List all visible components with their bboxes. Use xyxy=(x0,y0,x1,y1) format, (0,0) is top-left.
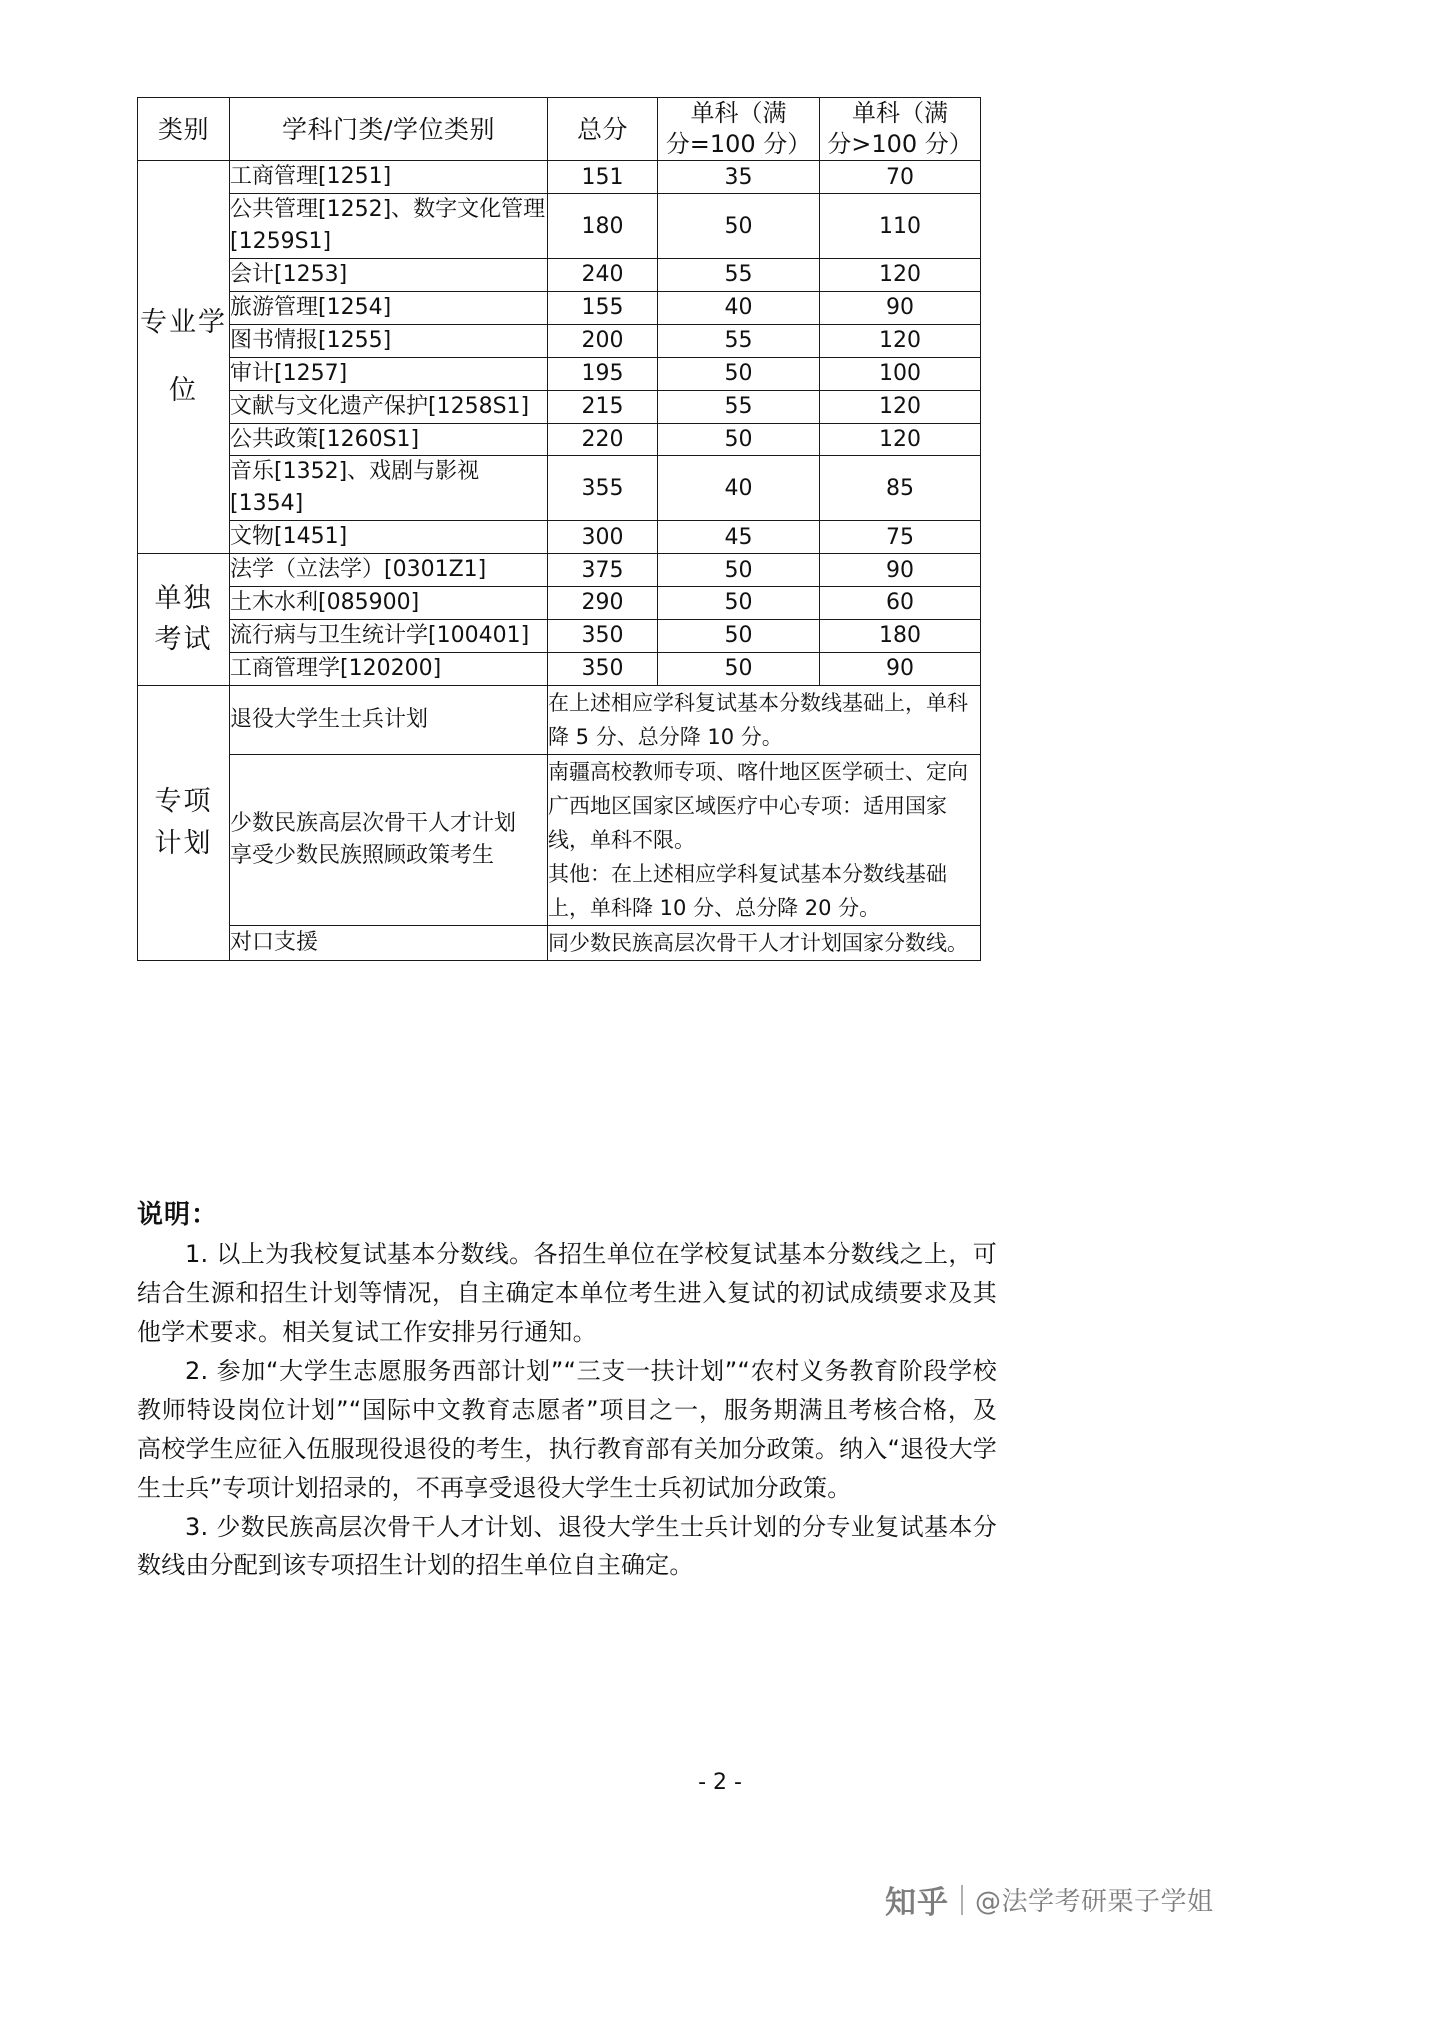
single-score-gt100: 90 xyxy=(820,291,981,324)
discipline-name: 会计[1253] xyxy=(230,259,548,292)
discipline-name: 土木水利[085900] xyxy=(230,586,548,619)
table-row xyxy=(138,259,981,292)
table-header-row xyxy=(138,98,981,161)
single-score-gt100: 85 xyxy=(820,456,981,521)
table-row xyxy=(138,161,981,194)
discipline-name: 音乐[1352]、戏剧与影视[1354] xyxy=(230,456,548,521)
single-score-gt100: 90 xyxy=(820,652,981,685)
zhihu-logo: 知乎 xyxy=(885,1885,949,1921)
total-score: 240 xyxy=(548,259,658,292)
header-category: 类别 xyxy=(138,98,230,161)
total-score: 290 xyxy=(548,586,658,619)
discipline-name: 旅游管理[1254] xyxy=(230,291,548,324)
special-plan-note xyxy=(548,685,981,754)
single-score-gt100: 100 xyxy=(820,357,981,390)
special-plan-note-paragraph: 其他：在上述相应学科复试基本分数线基础上，单科降 10 分、总分降 20 分。 xyxy=(548,861,947,920)
single-score-eq100: 50 xyxy=(658,554,820,587)
special-plan-name: 对口支援 xyxy=(230,925,548,960)
discipline-name: 工商管理[1251] xyxy=(230,161,548,194)
category-label-line2: 计划 xyxy=(154,827,213,859)
table-row xyxy=(138,194,981,259)
discipline-name: 文献与文化遗产保护[1258S1] xyxy=(230,390,548,423)
table-row xyxy=(138,423,981,456)
single-score-eq100: 40 xyxy=(658,291,820,324)
special-plan-name: 退役大学生士兵计划 xyxy=(230,685,548,754)
table-row xyxy=(138,754,981,925)
header-single-gt100-line2: 分>100 分） xyxy=(827,130,973,159)
table-row xyxy=(138,619,981,652)
table-row xyxy=(138,291,981,324)
explanation-item-1: 1. 以上为我校复试基本分数线。各招生单位在学校复试基本分数线之上，可结合生源和招生计划等情况，自主确定本单位考生进入复试的初试成绩要求及其他学术要求。相关复试工作安排另行通知。 xyxy=(137,1240,997,1347)
total-score: 155 xyxy=(548,291,658,324)
single-score-gt100: 120 xyxy=(820,324,981,357)
discipline-name: 流行病与卫生统计学[100401] xyxy=(230,619,548,652)
table-row xyxy=(138,390,981,423)
header-single-gt100 xyxy=(820,98,981,161)
table-row xyxy=(138,357,981,390)
category-label-line1: 单独 xyxy=(154,582,213,614)
discipline-name: 工商管理学[120200] xyxy=(230,652,548,685)
table-row xyxy=(138,652,981,685)
single-score-eq100: 50 xyxy=(658,652,820,685)
total-score: 375 xyxy=(548,554,658,587)
table-row xyxy=(138,521,981,554)
score-line-table xyxy=(137,97,981,961)
single-score-gt100: 180 xyxy=(820,619,981,652)
special-plan-note xyxy=(548,754,981,925)
table-row xyxy=(138,685,981,754)
watermark-divider xyxy=(961,1885,963,1915)
single-score-gt100: 120 xyxy=(820,423,981,456)
single-score-gt100: 60 xyxy=(820,586,981,619)
header-total: 总分 xyxy=(548,98,658,161)
category-label-special-plan xyxy=(138,685,230,960)
single-score-gt100: 110 xyxy=(820,194,981,259)
special-plan-note-paragraph: 同少数民族高层次骨干人才计划国家分数线。 xyxy=(548,930,968,955)
discipline-name: 图书情报[1255] xyxy=(230,324,548,357)
single-score-gt100: 120 xyxy=(820,259,981,292)
single-score-gt100: 75 xyxy=(820,521,981,554)
total-score: 350 xyxy=(548,619,658,652)
table-row xyxy=(138,586,981,619)
header-single-eq100-line2: 分=100 分） xyxy=(665,130,812,159)
header-single-eq100-line1: 单科（满 xyxy=(690,99,787,127)
page-number: - 2 - xyxy=(698,1770,742,1795)
single-score-eq100: 55 xyxy=(658,324,820,357)
category-label-line1: 专项 xyxy=(154,785,213,817)
special-plan-note-paragraph: 在上述相应学科复试基本分数线基础上，单科降 5 分、总分降 10 分。 xyxy=(548,690,968,749)
single-score-eq100: 50 xyxy=(658,423,820,456)
watermark xyxy=(885,1877,1214,1922)
discipline-name: 文物[1451] xyxy=(230,521,548,554)
single-score-eq100: 55 xyxy=(658,390,820,423)
single-score-gt100: 90 xyxy=(820,554,981,587)
single-score-eq100: 55 xyxy=(658,259,820,292)
category-label-separate-exam xyxy=(138,554,230,686)
special-plan-name-line2: 享受少数民族照顾政策考生 xyxy=(230,842,495,868)
total-score: 220 xyxy=(548,423,658,456)
table-row xyxy=(138,554,981,587)
discipline-name: 公共管理[1252]、数字文化管理[1259S1] xyxy=(230,194,548,259)
single-score-eq100: 50 xyxy=(658,586,820,619)
single-score-eq100: 50 xyxy=(658,357,820,390)
total-score: 151 xyxy=(548,161,658,194)
total-score: 355 xyxy=(548,456,658,521)
special-plan-note xyxy=(548,925,981,960)
single-score-gt100: 70 xyxy=(820,161,981,194)
total-score: 200 xyxy=(548,324,658,357)
single-score-eq100: 35 xyxy=(658,161,820,194)
category-label-professional-degree: 专业学位 xyxy=(138,161,230,554)
total-score: 350 xyxy=(548,652,658,685)
single-score-eq100: 45 xyxy=(658,521,820,554)
single-score-eq100: 40 xyxy=(658,456,820,521)
explanation-title: 说明： xyxy=(137,1200,219,1230)
special-plan-name-line1: 少数民族高层次骨干人才计划 xyxy=(230,810,517,836)
total-score: 195 xyxy=(548,357,658,390)
explanation-item-3: 3. 少数民族高层次骨干人才计划、退役大学生士兵计划的分专业复试基本分数线由分配到该专项招生计划的招生单位自主确定。 xyxy=(137,1512,997,1580)
explanation-section xyxy=(137,1197,997,1585)
special-plan-name xyxy=(230,754,548,925)
total-score: 300 xyxy=(548,521,658,554)
category-label-line2: 考试 xyxy=(154,624,213,656)
single-score-eq100: 50 xyxy=(658,194,820,259)
discipline-name: 法学（立法学）[0301Z1] xyxy=(230,554,548,587)
table-row xyxy=(138,456,981,521)
table-row xyxy=(138,324,981,357)
header-single-eq100 xyxy=(658,98,820,161)
table-row xyxy=(138,925,981,960)
header-discipline: 学科门类/学位类别 xyxy=(230,98,548,161)
single-score-gt100: 120 xyxy=(820,390,981,423)
single-score-eq100: 50 xyxy=(658,619,820,652)
total-score: 215 xyxy=(548,390,658,423)
header-single-gt100-line1: 单科（满 xyxy=(852,99,948,127)
special-plan-note-paragraph: 南疆高校教师专项、喀什地区医学硕士、定向广西地区国家区域医疗中心专项：适用国家线，单科不限。 xyxy=(548,759,968,852)
explanation-item-2: 2. 参加“大学生志愿服务西部计划”“三支一扶计划”“农村义务教育阶段学校教师特设岗位计划”“国际中文教育志愿者”项目之一，服务期满且考核合格，及高校学生应征入伍服现役退役的考生，执行教育部有关加分政策。纳入“退役大学生士兵”专项计划招录的，不再享受退役大学生士兵初试加分政策。 xyxy=(137,1357,997,1502)
total-score: 180 xyxy=(548,194,658,259)
watermark-username: @法学考研栗子学姐 xyxy=(975,1887,1214,1917)
discipline-name: 审计[1257] xyxy=(230,357,548,390)
discipline-name: 公共政策[1260S1] xyxy=(230,423,548,456)
